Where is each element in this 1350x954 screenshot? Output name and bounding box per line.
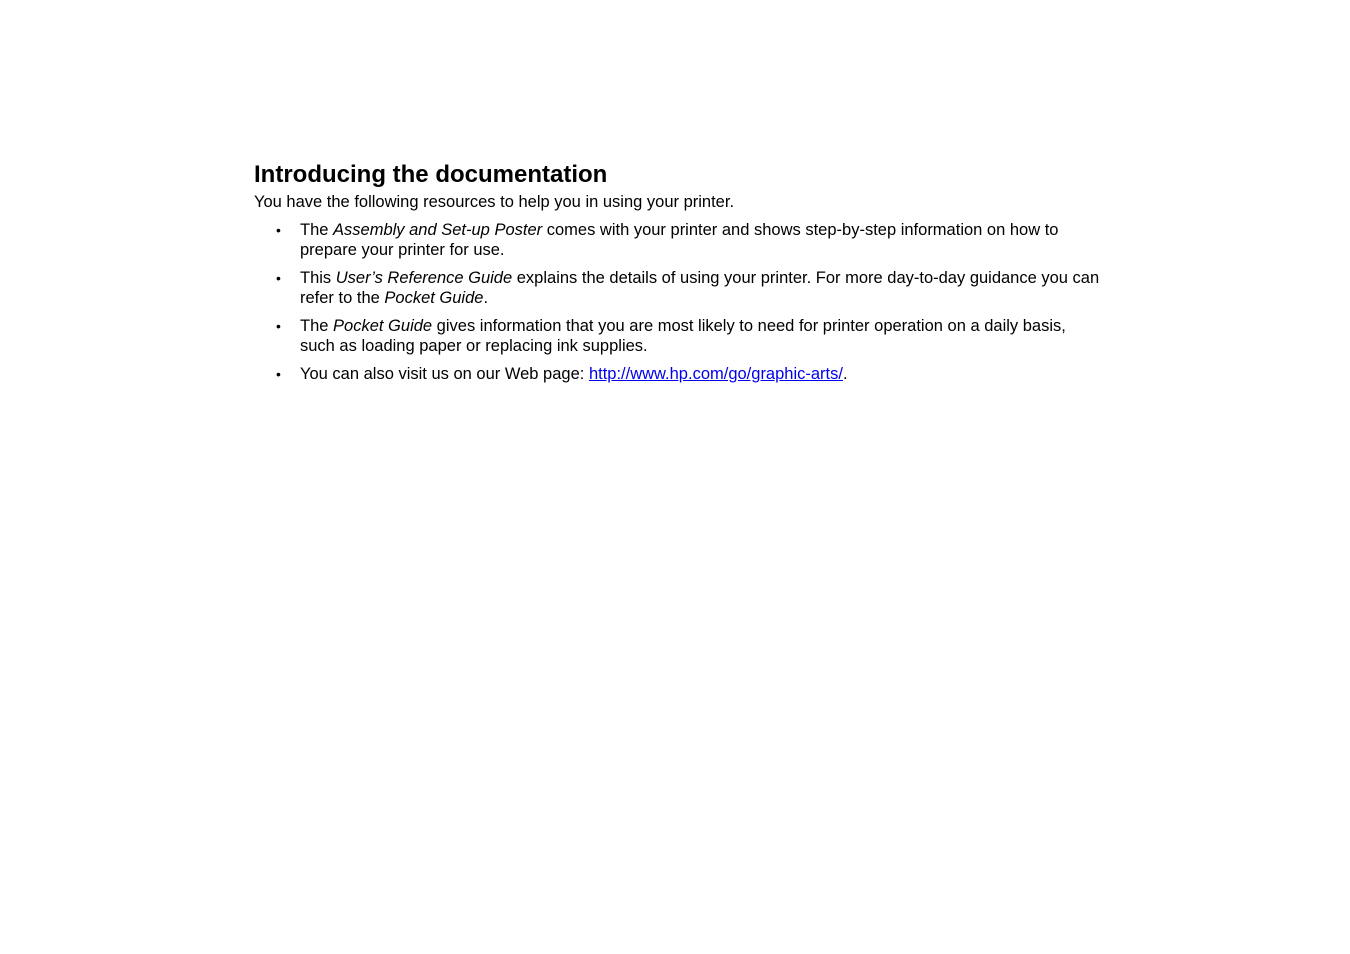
bullet-icon: •: [276, 222, 281, 238]
intro-paragraph: You have the following resources to help you in using your printer.: [254, 193, 735, 211]
item-emphasis: Pocket Guide: [333, 317, 433, 335]
resource-list: [254, 220, 1104, 384]
item-text: .: [483, 289, 489, 307]
item-emphasis: User’s Reference Guide: [335, 269, 513, 287]
list-item: [254, 220, 1104, 260]
list-item: [254, 364, 1104, 384]
document-page: [254, 160, 1104, 392]
bullet-icon: •: [276, 366, 281, 382]
bullet-icon: •: [276, 318, 281, 334]
bullet-icon: •: [276, 270, 281, 286]
item-text: This: [300, 269, 336, 287]
item-text: gives information that you are most likely to need for printer operation on a daily basis, such as loading paper or replacing ink supplies.: [300, 317, 1066, 355]
list-item: [254, 316, 1104, 356]
list-item: [254, 268, 1104, 308]
item-text: explains the details of using your printer. For more day-to-day guidance you can refer to the: [300, 269, 1100, 307]
item-text: You can also visit us on our Web page:: [300, 365, 589, 383]
section-title: Introducing the documentation: [254, 161, 608, 188]
item-text: The: [300, 221, 334, 239]
web-page-link[interactable]: http://www.hp.com/go/graphic-arts/: [588, 365, 843, 383]
item-text: The: [300, 317, 334, 335]
item-text: .: [842, 365, 848, 383]
item-text: comes with your printer and shows step-by-step information on how to prepare your printer for use.: [300, 221, 1059, 259]
item-emphasis: Assembly and Set-up Poster: [333, 221, 543, 239]
item-emphasis: Pocket Guide: [384, 289, 484, 307]
